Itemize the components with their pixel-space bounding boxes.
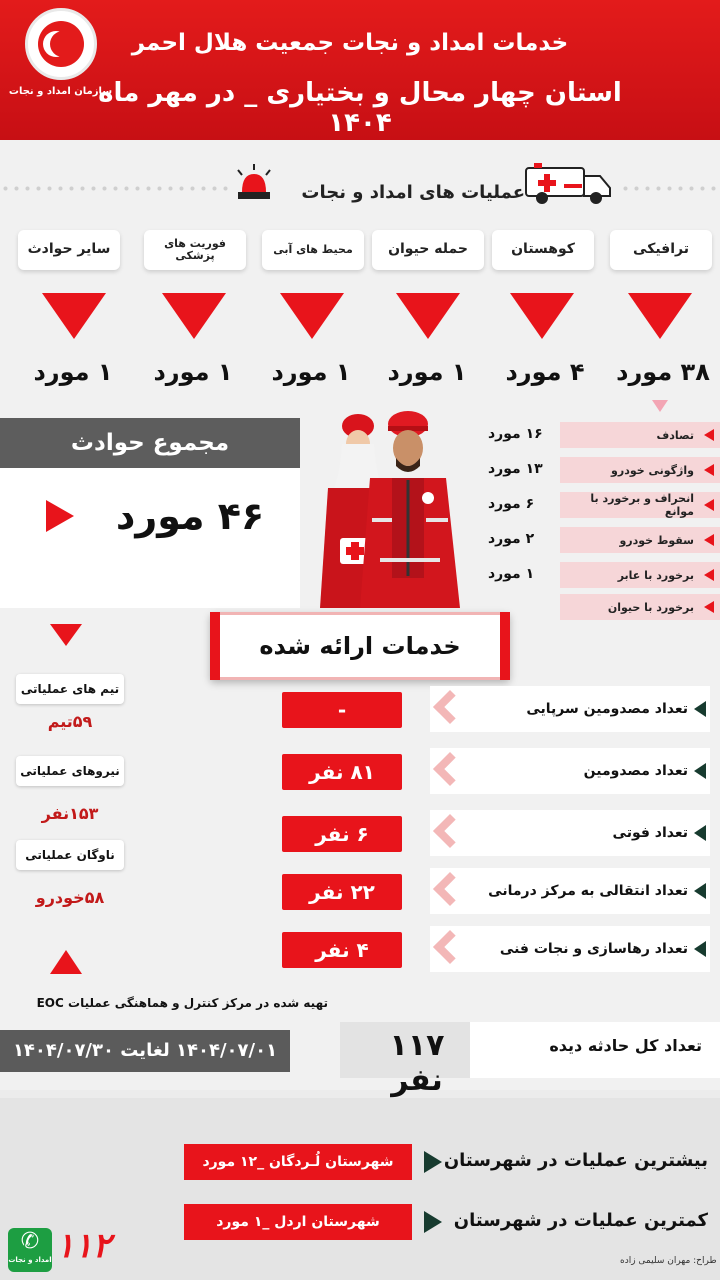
category-count: ۴ مورد — [505, 358, 585, 386]
accident-type-label: برخورد با عابر — [617, 568, 694, 582]
accident-type-label: برخورد با حیوان — [607, 600, 694, 614]
arrow-icon — [694, 941, 706, 957]
down-triangle-icon — [162, 293, 226, 339]
accident-type-value: ۱۶ مورد — [488, 426, 543, 442]
category-animal-attack: حمله حیوان — [372, 230, 484, 270]
phone-badge — [8, 1228, 52, 1272]
play-triangle-icon — [46, 500, 74, 532]
service-value: ۴ نفر — [282, 932, 402, 968]
most-operations-label: بیشترین عملیات در شهرستان — [443, 1150, 708, 1171]
siren-icon — [232, 162, 276, 202]
accidents-total-title: مجموع حوادث — [0, 418, 300, 468]
category-count: ۱ مورد — [387, 358, 467, 386]
service-value: ۶ نفر — [282, 816, 402, 852]
designer-credit: طراح: مهران سلیمی زاده — [620, 1256, 717, 1266]
stat-label-fleet: ناوگان عملیاتی — [16, 840, 124, 870]
down-triangle-icon — [628, 293, 692, 339]
down-triangle-icon — [510, 293, 574, 339]
header-title: خدمات امداد و نجات جمعیت هلال احمر — [131, 30, 569, 56]
accident-type-row — [560, 594, 720, 620]
down-triangle-icon — [50, 624, 82, 646]
services-title: خدمات ارائه شده — [210, 612, 510, 680]
stat-label-forces: نیروهای عملیاتی — [16, 756, 124, 786]
down-triangle-icon — [280, 293, 344, 339]
accident-type-row — [560, 457, 720, 483]
category-mountain: کوهستان — [492, 230, 594, 270]
arrow-icon — [694, 763, 706, 779]
pointer-triangle-icon — [652, 400, 668, 412]
header-subtitle: استان چهار محال و بختیاری _ در مهر ماه ۱۴۰۴ — [98, 78, 622, 138]
eoc-note: تهیه شده در مرکز کنترل و هماهنگی عملیات EOC — [36, 996, 328, 1010]
service-label: تعداد رهاسازی و نجات فنی — [499, 941, 688, 957]
red-crescent-icon — [25, 8, 97, 80]
stat-value-teams: ۵۹تیم — [47, 712, 93, 731]
service-row — [430, 810, 710, 856]
ambulance-icon — [524, 160, 614, 206]
service-label: تعداد مصدومین — [583, 763, 688, 779]
accidents-total-panel — [0, 468, 300, 608]
category-water: محیط های آبی — [262, 230, 364, 270]
stat-value-fleet: ۵۸خودرو — [35, 888, 105, 907]
arrow-icon — [694, 701, 706, 717]
category-count: ۱ مورد — [153, 358, 233, 386]
dotted-divider — [0, 183, 230, 195]
rescue-workers-illustration — [300, 408, 480, 613]
accident-type-row — [560, 492, 720, 518]
accidents-total-value: ۴۶ مورد — [115, 494, 265, 538]
down-triangle-icon — [396, 293, 460, 339]
stat-label-teams: تیم های عملیاتی — [16, 674, 124, 704]
least-operations-label: کمترین عملیات در شهرستان — [453, 1210, 708, 1231]
accident-type-label: تصادف — [656, 428, 694, 442]
service-row — [430, 686, 710, 732]
service-row — [430, 868, 710, 914]
victims-label: تعداد کل حادثه دیده — [549, 1036, 702, 1055]
accident-type-value: ۱۳ مورد — [488, 461, 543, 477]
date-range: ۱۴۰۴/۰۷/۰۱ لغایت ۱۴۰۴/۰۷/۳۰ — [0, 1030, 290, 1072]
victims-value: ۱۱۷ نفر — [389, 1028, 445, 1098]
up-triangle-icon — [50, 950, 82, 974]
accident-type-label: سقوط خودرو — [619, 533, 694, 547]
service-label: تعداد فوتی — [612, 825, 688, 841]
accident-type-row — [560, 527, 720, 553]
category-other: سایر حوادث — [18, 230, 120, 270]
arrow-icon — [424, 1151, 442, 1173]
dotted-divider — [620, 183, 720, 195]
accident-type-label: انحراف و برخورد با موانع — [590, 492, 694, 518]
accident-type-row — [560, 422, 720, 448]
section-title: عملیات های امداد و نجات — [301, 182, 525, 203]
stat-value-forces: ۱۵۳نفر — [41, 804, 99, 823]
arrow-icon — [424, 1211, 442, 1233]
service-value: ۸۱ نفر — [282, 754, 402, 790]
category-traffic: ترافیکی — [610, 230, 712, 270]
arrow-icon — [694, 825, 706, 841]
hotline-number: ۱۱۲ — [56, 1226, 111, 1266]
category-count: ۱ مورد — [271, 358, 351, 386]
service-label: تعداد مصدومین سرپایی — [526, 701, 688, 717]
service-row — [430, 926, 710, 972]
least-operations-value: شهرستان اردل _۱ مورد — [184, 1204, 412, 1240]
accident-type-value: ۶ مورد — [488, 496, 535, 512]
accident-type-label: واژگونی خودرو — [611, 463, 694, 477]
accident-type-value: ۲ مورد — [488, 531, 535, 547]
accident-type-row — [560, 562, 720, 588]
most-operations-value: شهرستان لُـردگان _۱۲ مورد — [184, 1144, 412, 1180]
service-label: تعداد انتقالی به مرکز درمانی — [488, 883, 688, 899]
phone-label: امداد و نجات — [8, 1256, 52, 1264]
category-count: ۱ مورد — [33, 358, 113, 386]
phone-icon: ✆ — [20, 1229, 40, 1254]
accident-type-value: ۱ مورد — [488, 566, 535, 582]
logo-text: سازمان امداد و نجات — [8, 86, 113, 97]
service-row — [430, 748, 710, 794]
service-value: ۲۲ نفر — [282, 874, 402, 910]
category-count: ۳۸ مورد — [616, 358, 710, 386]
down-triangle-icon — [42, 293, 106, 339]
category-medical-emergency: فوریت های پزشکی — [144, 230, 246, 270]
arrow-icon — [694, 883, 706, 899]
service-value: - — [282, 692, 402, 728]
